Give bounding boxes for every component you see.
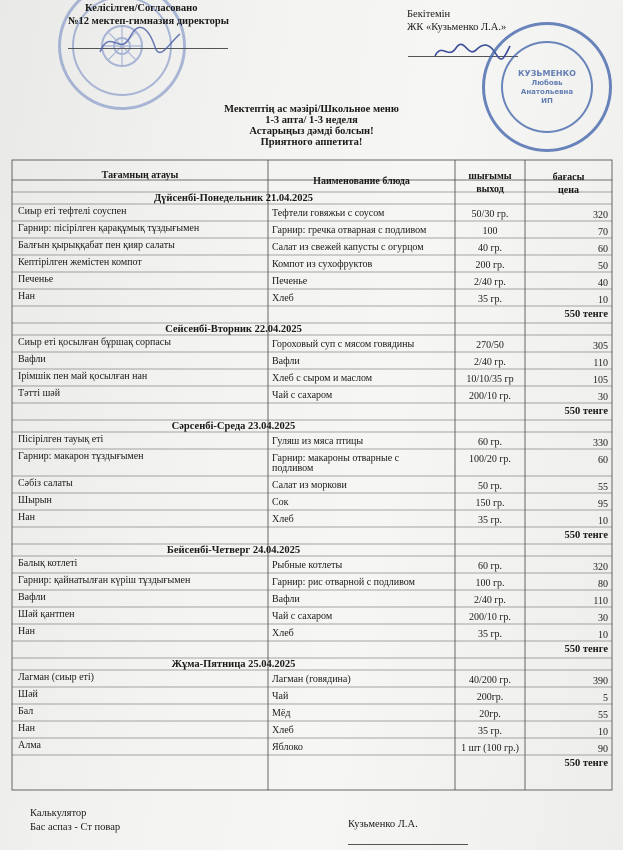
dish-name-ru: Чай <box>272 691 289 702</box>
menu-title: Мектептің ас мәзірі/Школьное меню <box>224 104 399 115</box>
stamp-first-name: Любовь <box>531 78 563 87</box>
dish-name-kz: Гарнир: макарон тұздығымен <box>18 451 144 462</box>
dish-name-ru: Салат из свежей капусты с огурцом <box>272 242 424 253</box>
dish-name-kz: Гарнир: қайнатылған күріш тұздығымен <box>18 575 191 586</box>
agreed-label: Келісілген/Согласовано <box>85 3 198 14</box>
dish-name-kz: Гарнир: пісірілген қарақұмық тұздығымен <box>18 223 200 234</box>
dish-price: 50 <box>598 261 608 272</box>
dish-name-ru: Яблоко <box>272 742 303 753</box>
dish-name-kz: Вафли <box>18 354 46 365</box>
dish-output: 200/10 гр. <box>469 612 511 623</box>
column-header-price-ru: цена <box>558 185 579 196</box>
dish-output: 100 гр. <box>475 578 505 589</box>
day-total: 550 тенге <box>564 644 608 655</box>
dish-name-kz: Ірімшік пен май қосылған нан <box>18 371 148 382</box>
column-header-kz: Тағамның атауы <box>101 170 179 181</box>
dish-name-kz: Шәй қантпен <box>18 609 75 620</box>
day-title: Сәрсенбі-Среда 23.04.2025 <box>171 421 296 432</box>
dish-output: 200/10 гр. <box>469 391 511 402</box>
approve-label: Бекітемін <box>407 9 451 20</box>
dish-name-kz: Тәтті шәй <box>18 388 61 399</box>
day-total: 550 тенге <box>564 309 608 320</box>
column-header-price-kz: бағасы <box>552 172 585 183</box>
dish-name-kz: Шырын <box>18 495 52 506</box>
footer-calculator-label: Калькулятор <box>30 808 87 819</box>
dish-output: 20гр. <box>479 709 501 720</box>
dish-price: 10 <box>598 295 608 306</box>
dish-name-kz: Вафли <box>18 592 46 603</box>
dish-name-ru: Сок <box>272 497 289 508</box>
dish-name-kz: Сиыр еті тефтелі соуспен <box>18 206 127 217</box>
dish-price: 390 <box>593 676 608 687</box>
dish-name-ru: Хлеб <box>272 725 294 736</box>
menu-week: 1-3 апта/ 1-3 неделя <box>265 115 358 126</box>
agreed-director-label: №12 мектеп-гимназия директоры <box>68 16 229 27</box>
dish-output: 40 гр. <box>477 243 503 254</box>
greeting-kz: Астарыңыз дәмді болсын! <box>249 126 374 137</box>
day-total: 550 тенге <box>564 406 608 417</box>
dish-output: 60 гр. <box>477 437 503 448</box>
dish-price: 330 <box>593 438 608 449</box>
dish-name-kz: Бал <box>18 706 34 717</box>
dish-name-ru: Компот из сухофруктов <box>272 259 373 270</box>
day-title: Дүйсенбі-Понедельник 21.04.2025 <box>153 193 314 204</box>
day-title: Бейсенбі-Четверг 24.04.2025 <box>166 545 301 556</box>
director-signature-icon <box>95 22 185 62</box>
dish-price: 40 <box>598 278 608 289</box>
dish-name-ru: Вафли <box>272 356 300 367</box>
dish-output: 150 гр. <box>475 498 505 509</box>
dish-output: 50/30 гр. <box>471 209 509 220</box>
dish-name-ru: Гороховый суп с мясом говядины <box>272 339 415 350</box>
dish-name-ru: Салат из моркови <box>272 480 347 491</box>
stamp-name: КУЗЬМЕНКО <box>518 68 576 78</box>
dish-name-ru: Чай с сахаром <box>272 611 333 622</box>
dish-output: 40/200 гр. <box>469 675 511 686</box>
dish-name-ru: Хлеб <box>272 293 294 304</box>
dish-name-ru: Гарнир: гречка отварная с подливом <box>272 225 427 236</box>
dish-output: 200 гр. <box>475 260 505 271</box>
column-header-output-ru: выход <box>476 184 504 195</box>
dish-name-kz: Печенье <box>18 274 54 285</box>
dish-name-ru: Гарнир: макароны отварные с <box>272 453 400 464</box>
dish-name-ru: Печенье <box>272 276 308 287</box>
dish-name-kz: Балық котлеті <box>18 558 78 569</box>
dish-name-kz: Кептірілген жемістен компот <box>18 257 142 268</box>
stamp-type: ИП <box>541 96 553 105</box>
dish-price: 90 <box>598 744 608 755</box>
dish-name-kz: Нан <box>18 291 36 302</box>
dish-price: 320 <box>593 210 608 221</box>
day-total: 550 тенге <box>564 758 608 769</box>
dish-name-kz: Шәй <box>18 689 38 700</box>
dish-output: 35 гр. <box>477 294 503 305</box>
dish-price: 320 <box>593 562 608 573</box>
dish-output: 100 <box>482 226 498 237</box>
dish-price: 70 <box>598 227 608 238</box>
dish-price: 30 <box>598 392 608 403</box>
dish-output: 100/20 гр. <box>469 454 511 465</box>
column-header-output-kz: шығымы <box>468 171 512 182</box>
dish-output: 50 гр. <box>477 481 503 492</box>
dish-price: 55 <box>598 482 608 493</box>
dish-name-ru: Гуляш из мяса птицы <box>272 436 364 447</box>
dish-price: 10 <box>598 727 608 738</box>
greeting-ru: Приятного аппетита! <box>260 137 363 148</box>
dish-name-ru: Рыбные котлеты <box>272 560 343 571</box>
footer-chef-label: Бас аспаз - Ст повар <box>30 822 121 833</box>
dish-name-ru: Гарнир: рис отварной с подливом <box>272 577 415 588</box>
dish-price: 95 <box>598 499 608 510</box>
dish-price: 60 <box>598 244 608 255</box>
dish-name-kz: Сәбіз салаты <box>18 478 73 489</box>
dish-name-ru: Лагман (говядина) <box>272 674 351 685</box>
dish-price: 80 <box>598 579 608 590</box>
dish-name-ru: Хлеб <box>272 628 294 639</box>
dish-name-kz: Пісірілген тауық еті <box>18 434 104 445</box>
dish-price: 10 <box>598 630 608 641</box>
dish-name-ru: Хлеб <box>272 514 294 525</box>
dish-price: 110 <box>593 596 608 607</box>
dish-name-kz: Сиыр еті қосылған бұршақ сорпасы <box>18 337 171 348</box>
dish-price: 30 <box>598 613 608 624</box>
dish-price: 105 <box>593 375 608 386</box>
dish-price: 305 <box>593 341 608 352</box>
dish-output: 10/10/35 гр <box>466 374 514 385</box>
dish-name-kz: Балғын қырыққабат пен қияр салаты <box>18 240 175 251</box>
dish-output: 35 гр. <box>477 515 503 526</box>
dish-name-kz: Алма <box>18 740 41 751</box>
dish-price: 10 <box>598 516 608 527</box>
dish-output: 35 гр. <box>477 726 503 737</box>
dish-name-ru: Тефтели говяжьи с соусом <box>272 208 385 219</box>
dish-output: 2/40 гр. <box>474 595 506 606</box>
dish-name-ru: Вафли <box>272 594 300 605</box>
dish-name-ru-cont: подливом <box>272 463 314 474</box>
dish-output: 60 гр. <box>477 561 503 572</box>
dish-output: 35 гр. <box>477 629 503 640</box>
dish-price: 5 <box>603 693 608 704</box>
dish-name-kz: Лагман (сиыр еті) <box>18 672 94 683</box>
stamp-patronymic: Анатольевна <box>520 87 574 96</box>
dish-name-kz: Нан <box>18 512 36 523</box>
dish-price: 60 <box>598 455 608 466</box>
dish-name-kz: Нан <box>18 626 36 637</box>
footer-signer-name: Кузьменко Л.А. <box>348 819 418 830</box>
dish-output: 2/40 гр. <box>474 277 506 288</box>
day-title: Сейсенбі-Вторник 22.04.2025 <box>165 324 302 335</box>
approver-name: ЖК «Кузьменко Л.А.» <box>407 22 507 33</box>
column-header-ru: Наименование блюда <box>313 176 410 187</box>
footer-signature-line <box>348 844 468 845</box>
dish-price: 55 <box>598 710 608 721</box>
dish-name-ru: Мёд <box>272 708 291 719</box>
dish-output: 2/40 гр. <box>474 357 506 368</box>
dish-output: 270/50 <box>476 340 504 351</box>
dish-name-ru: Хлеб с сыром и маслом <box>272 373 373 384</box>
dish-output: 1 шт (100 гр.) <box>461 743 519 754</box>
dish-output: 200гр. <box>476 692 504 703</box>
dish-price: 110 <box>593 358 608 369</box>
day-total: 550 тенге <box>564 530 608 541</box>
day-title: Жұма-Пятница 25.04.2025 <box>171 659 296 670</box>
dish-name-ru: Чай с сахаром <box>272 390 333 401</box>
dish-name-kz: Нан <box>18 723 36 734</box>
